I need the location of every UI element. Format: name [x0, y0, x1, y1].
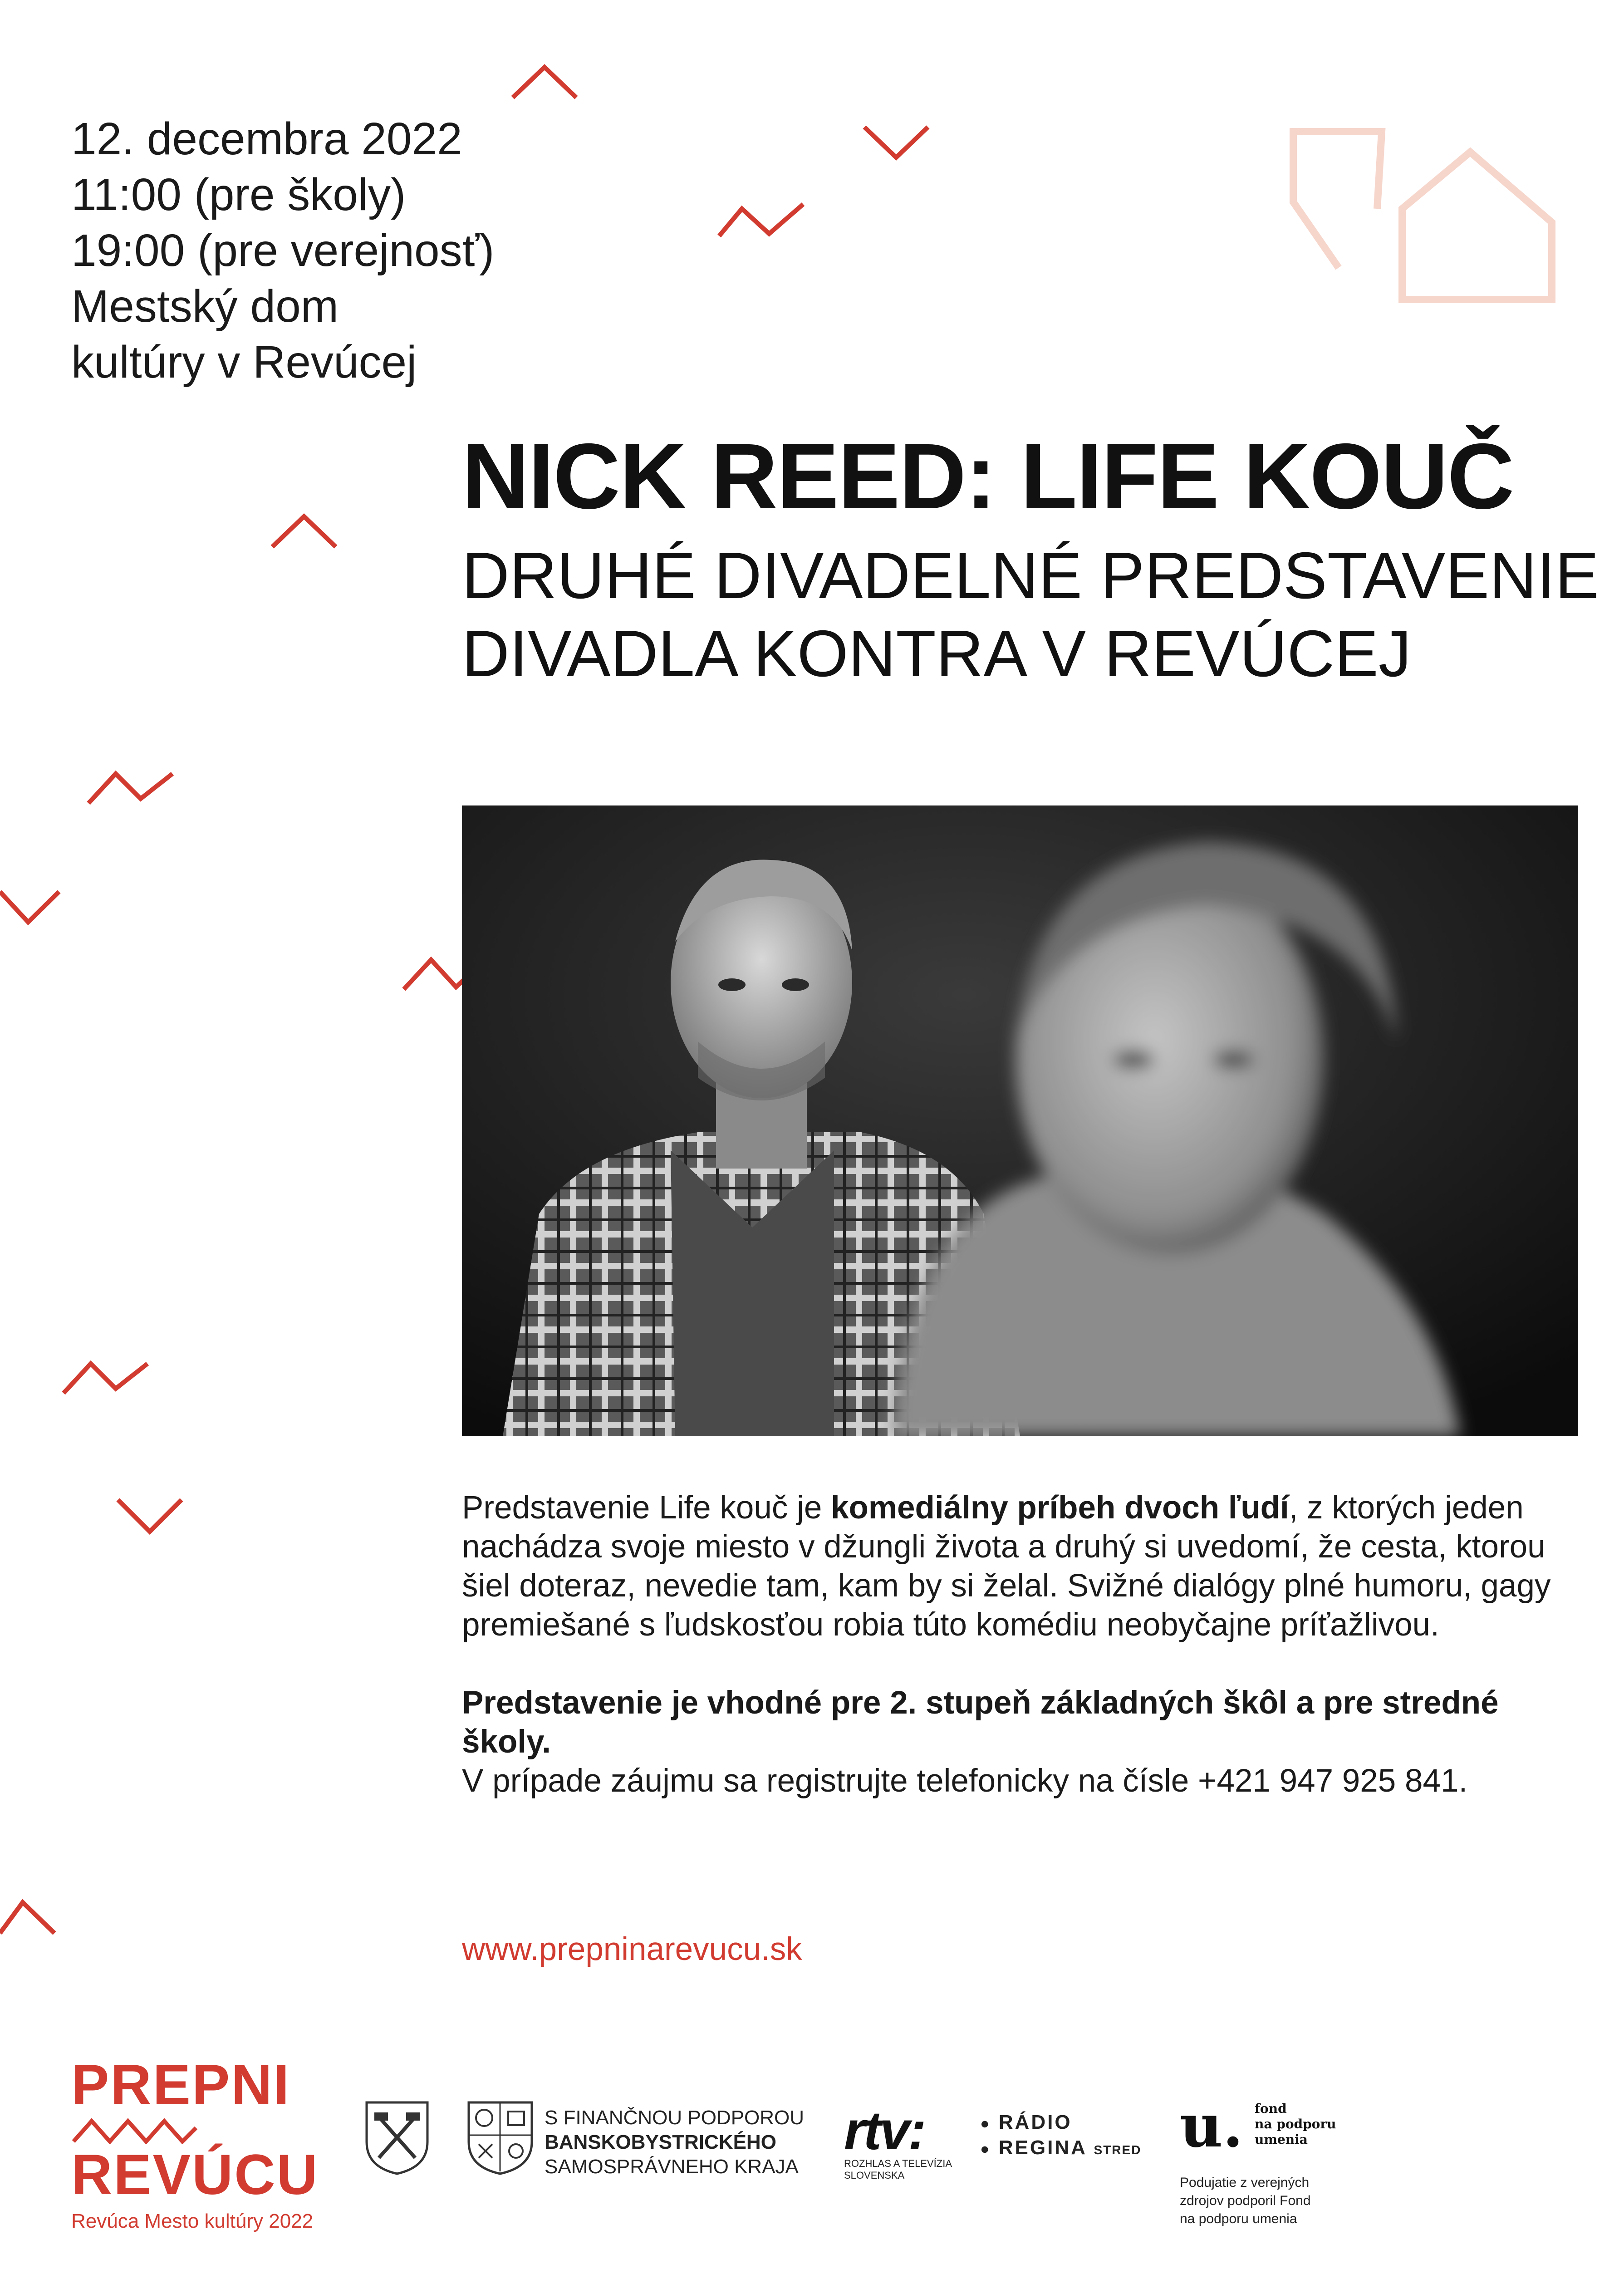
region-coat-of-arms-icon — [465, 2099, 535, 2176]
zigzag-icon — [86, 767, 177, 808]
brand-tagline: Revúca Mesto kultúry 2022 — [71, 2210, 314, 2232]
radio-stred: STRED — [1094, 2143, 1142, 2157]
brand-zigzag-icon — [71, 2117, 198, 2144]
rtvs-mark: rtv: — [844, 2100, 925, 2161]
description — [462, 1488, 1574, 1840]
chevron-up-icon — [0, 1897, 59, 1938]
event-info — [71, 111, 494, 390]
fpu-name — [1255, 2101, 1336, 2147]
fpu-line2: na podporu — [1255, 2117, 1336, 2131]
event-time-schools: 11:00 (pre školy) — [71, 169, 406, 220]
dot-icon: ● — [980, 2140, 991, 2158]
fpu-line1: fond — [1255, 2101, 1287, 2116]
fpu-line3: umenia — [1255, 2132, 1308, 2147]
chevron-up-icon — [270, 513, 338, 549]
website-link[interactable]: www.prepninarevucu.sk — [462, 1931, 802, 1967]
photo-illustration — [462, 805, 1578, 1436]
bbsk-support-text — [545, 2106, 804, 2179]
fpu-mark: u. — [1180, 2091, 1243, 2161]
description-paragraph — [462, 1488, 1574, 1645]
description-highlight: komediálny príbeh dvoch ľudí — [831, 1490, 1289, 1526]
chevron-up-icon — [510, 64, 579, 100]
brand-line1: PREPNI — [71, 2053, 291, 2117]
chevron-down-icon — [862, 125, 930, 161]
subtitle-line2: DIVADLA KONTRA V REVÚCEJ — [462, 617, 1412, 690]
event-venue-line1: Mestský dom — [71, 281, 339, 332]
fpu-note3: na podporu umenia — [1180, 2211, 1297, 2226]
performance-photo — [462, 805, 1578, 1436]
rtvs-caption1: ROZHLAS A TELEVÍZIA — [844, 2158, 952, 2169]
event-venue-line2: kultúry v Revúcej — [71, 337, 417, 388]
registration-paragraph — [462, 1684, 1574, 1801]
brand-line2: REVÚCU — [71, 2143, 319, 2206]
radio-line2: REGINA — [998, 2136, 1087, 2159]
bbsk-line1: S FINANČNOU PODPOROU — [545, 2107, 805, 2129]
fpu-note — [1180, 2174, 1311, 2228]
radio-regina-logo — [980, 2110, 1141, 2162]
description-text: , z ktorých jeden nachádza svoje miesto v džungli života a druhý si uvedomí, že cesta, ktorou šiel doteraz, nevedie tam, kam by si želal. Svižné dialógy plné humoru, gagy premiešané s ľudskosťou robia túto komédiu neobyčajne príťažlivou. — [462, 1490, 1551, 1643]
coat-of-arms-icon — [363, 2099, 431, 2176]
brand-logo — [71, 2053, 319, 2233]
event-date: 12. decembra 2022 — [71, 113, 462, 164]
rtvs-logo — [844, 2100, 952, 2181]
page-title: NICK REED: LIFE KOUČ — [462, 424, 1514, 528]
subtitle-line1: DRUHÉ DIVADELNÉ PREDSTAVENIE — [462, 539, 1599, 612]
zigzag-icon — [717, 200, 808, 241]
audience-note: Predstavenie je vhodné pre 2. stupeň základných škôl a pre stredné školy. — [462, 1685, 1499, 1760]
headline — [462, 422, 1599, 692]
bbsk-line2: BANSKOBYSTRICKÉHO — [545, 2131, 776, 2153]
outline-shapes-icon — [1280, 118, 1561, 309]
bbsk-line3: SAMOSPRÁVNEHO KRAJA — [545, 2156, 799, 2178]
event-time-public: 19:00 (pre verejnosť) — [71, 225, 495, 276]
fpu-note2: zdrojov podporil Fond — [1180, 2193, 1311, 2208]
dot-icon: ● — [980, 2115, 991, 2132]
rtvs-caption2: SLOVENSKA — [844, 2170, 905, 2181]
description-text: Predstavenie Life kouč je — [462, 1490, 831, 1526]
chevron-down-icon — [116, 1498, 184, 1536]
registration-info: V prípade záujmu sa registrujte telefonicky na čísle +421 947 925 841. — [462, 1763, 1468, 1799]
chevron-down-icon — [0, 889, 61, 926]
zigzag-icon — [61, 1357, 152, 1398]
radio-line1: RÁDIO — [998, 2111, 1072, 2133]
fpu-note1: Podujatie z verejných — [1180, 2175, 1310, 2190]
